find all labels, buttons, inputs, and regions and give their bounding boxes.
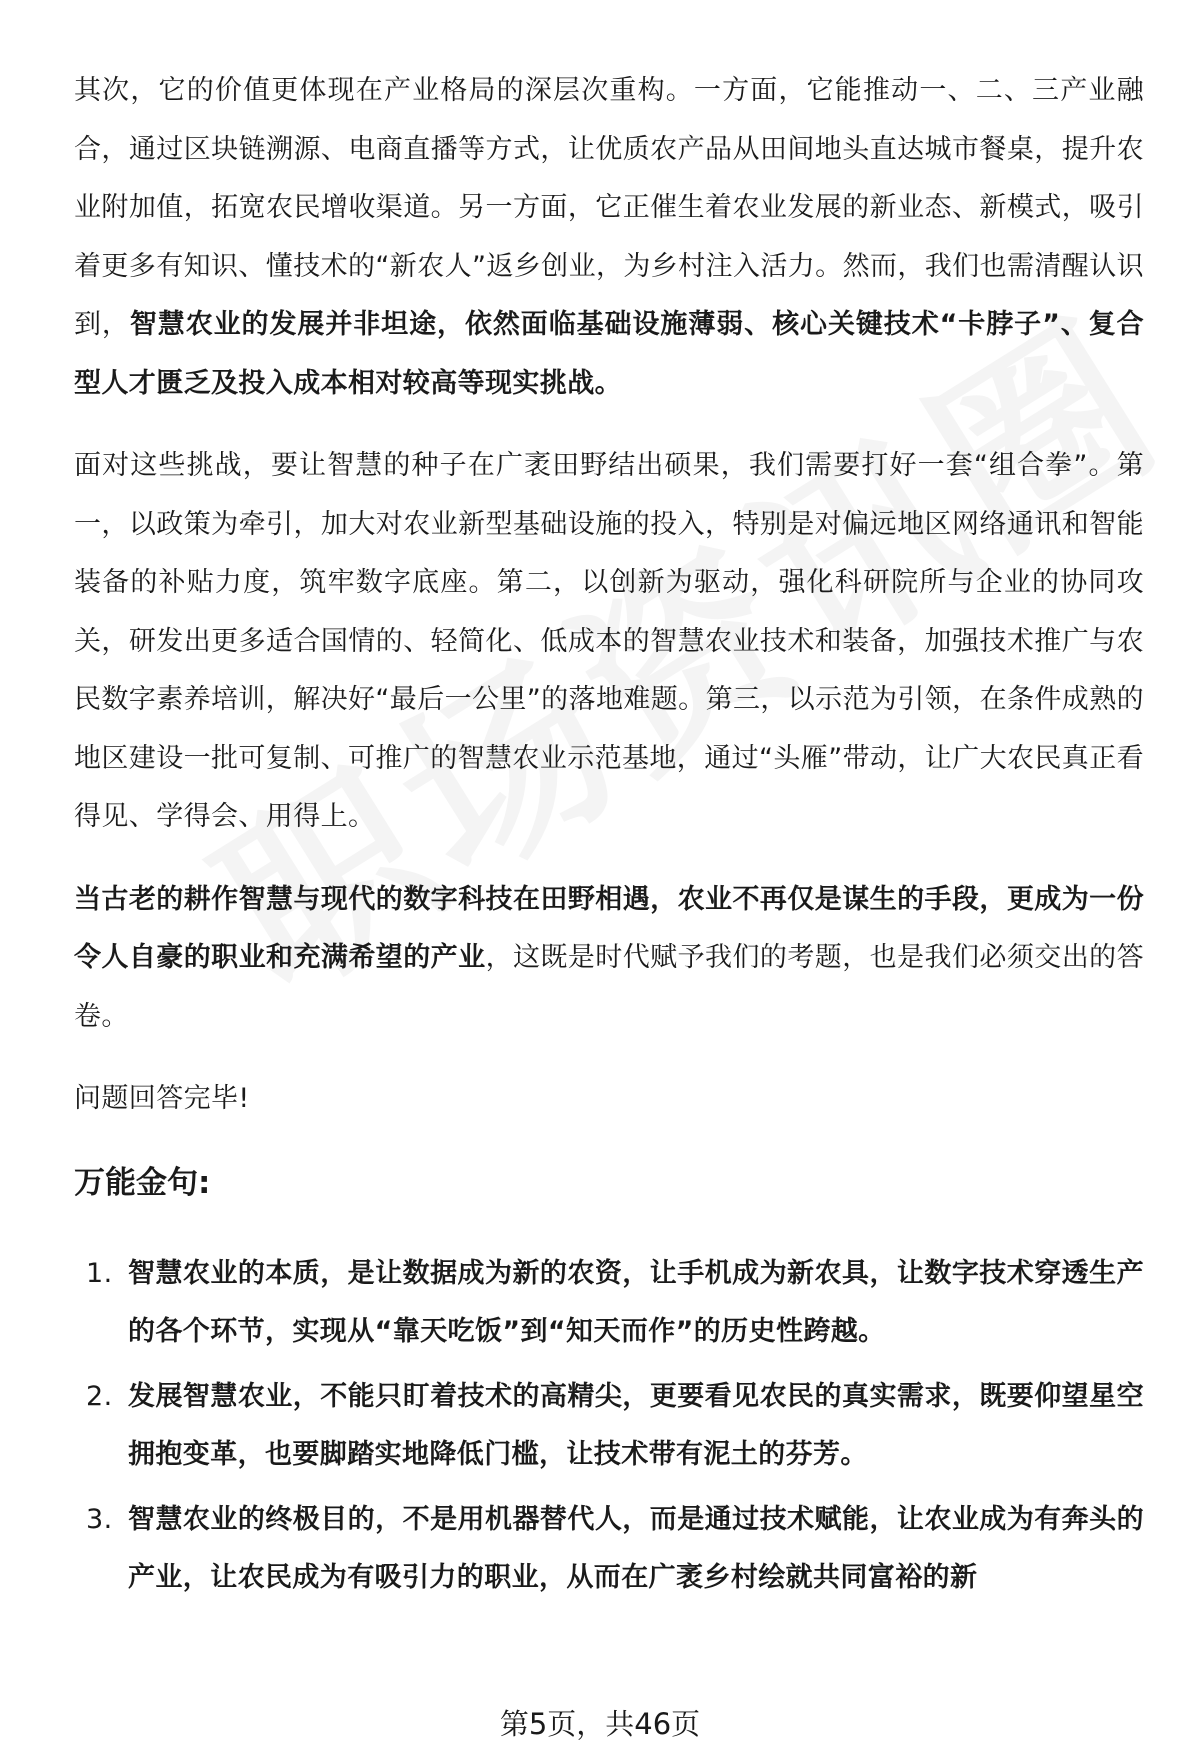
list-item-text: 发展智慧农业，不能只盯着技术的高精尖，更要看见农民的真实需求，既要仰望星空拥抱变革，也要脚踏实地降低门槛，让技术带有泥土的芬芳。 xyxy=(128,1380,1144,1470)
page-footer: 第5页，共46页 xyxy=(499,1707,701,1741)
list-number: 1. xyxy=(86,1257,113,1289)
list-item-text: 智慧农业的本质，是让数据成为新的农资，让手机成为新农具，让数字技术穿透生产的各个环节，实现从“靠天吃饭”到“知天而作”的历史性跨越。 xyxy=(128,1257,1144,1347)
document-body xyxy=(74,62,1144,1614)
paragraph-text: ，这既是时代赋予我们的考题，也是我们必须交出的答卷。 xyxy=(74,942,1145,1032)
list-item-text: 智慧农业的终极目的，不是用机器替代人，而是通过技术赋能，让农业成为有奔头的产业，让农民成为有吸引力的职业，从而在广袤乡村绘就共同富裕的新 xyxy=(128,1503,1144,1593)
quotes-list xyxy=(74,1245,1144,1608)
list-item xyxy=(74,1491,1144,1608)
paragraph-combination-measures xyxy=(74,437,1144,847)
section-heading: 万能金句: xyxy=(74,1164,211,1201)
list-number: 3. xyxy=(86,1503,113,1535)
paragraph-text: 面对这些挑战，要让智慧的种子在广袤田野结出硕果，我们需要打好一套“组合拳”。第一，以政策为牵引，加大对农业新型基础设施的投入，特别是对偏远地区网络通讯和智能装备的补贴力度，筑牢数字底座。第二，以创新为驱动，强化科研院所与企业的协同攻关，研发出更多适合国情的、轻简化、低成本的智慧农业技术和装备，加强技术推广与农民数字素养培训，解决好“最后一公里”的落地难题。第三，以示范为引领，在条件成熟的地区建设一批可复制、可推广的智慧农业示范基地，通过“头雁”带动，让广大农民真正看得见、学得会、用得上。 xyxy=(74,450,1144,832)
paragraph-industry-restructuring xyxy=(74,62,1144,413)
list-item xyxy=(74,1245,1144,1362)
paragraph-text: 其次，它的价值更体现在产业格局的深层次重构。一方面，它能推动一、二、三产业融合，通过区块链溯源、电商直播等方式，让优质农产品从田间地头直达城市餐桌，提升农业附加值，拓宽农民增收渠道。另一方面，它正催生着农业发展的新业态、新模式，吸引着更多有知识、懂技术的“新农人”返乡创业，为乡村注入活力。然而，我们也需清醒认识到， xyxy=(74,75,1144,340)
paragraph-text: 问题回答完毕! xyxy=(74,1083,250,1114)
list-item xyxy=(74,1368,1144,1485)
paragraph-bold-text: 当古老的耕作智慧与现代的数字科技在田野相遇，农业不再仅是谋生的手段，更成为一份令人自豪的职业和充满希望的产业 xyxy=(74,883,1144,973)
paragraph-answer-end xyxy=(74,1070,1144,1129)
paragraph-conclusion xyxy=(74,871,1144,1047)
paragraph-bold-text: 智慧农业的发展并非坦途，依然面临基础设施薄弱、核心关键技术“卡脖子”、复合型人才匮乏及投入成本相对较高等现实挑战。 xyxy=(74,309,1144,399)
list-number: 2. xyxy=(86,1380,113,1412)
